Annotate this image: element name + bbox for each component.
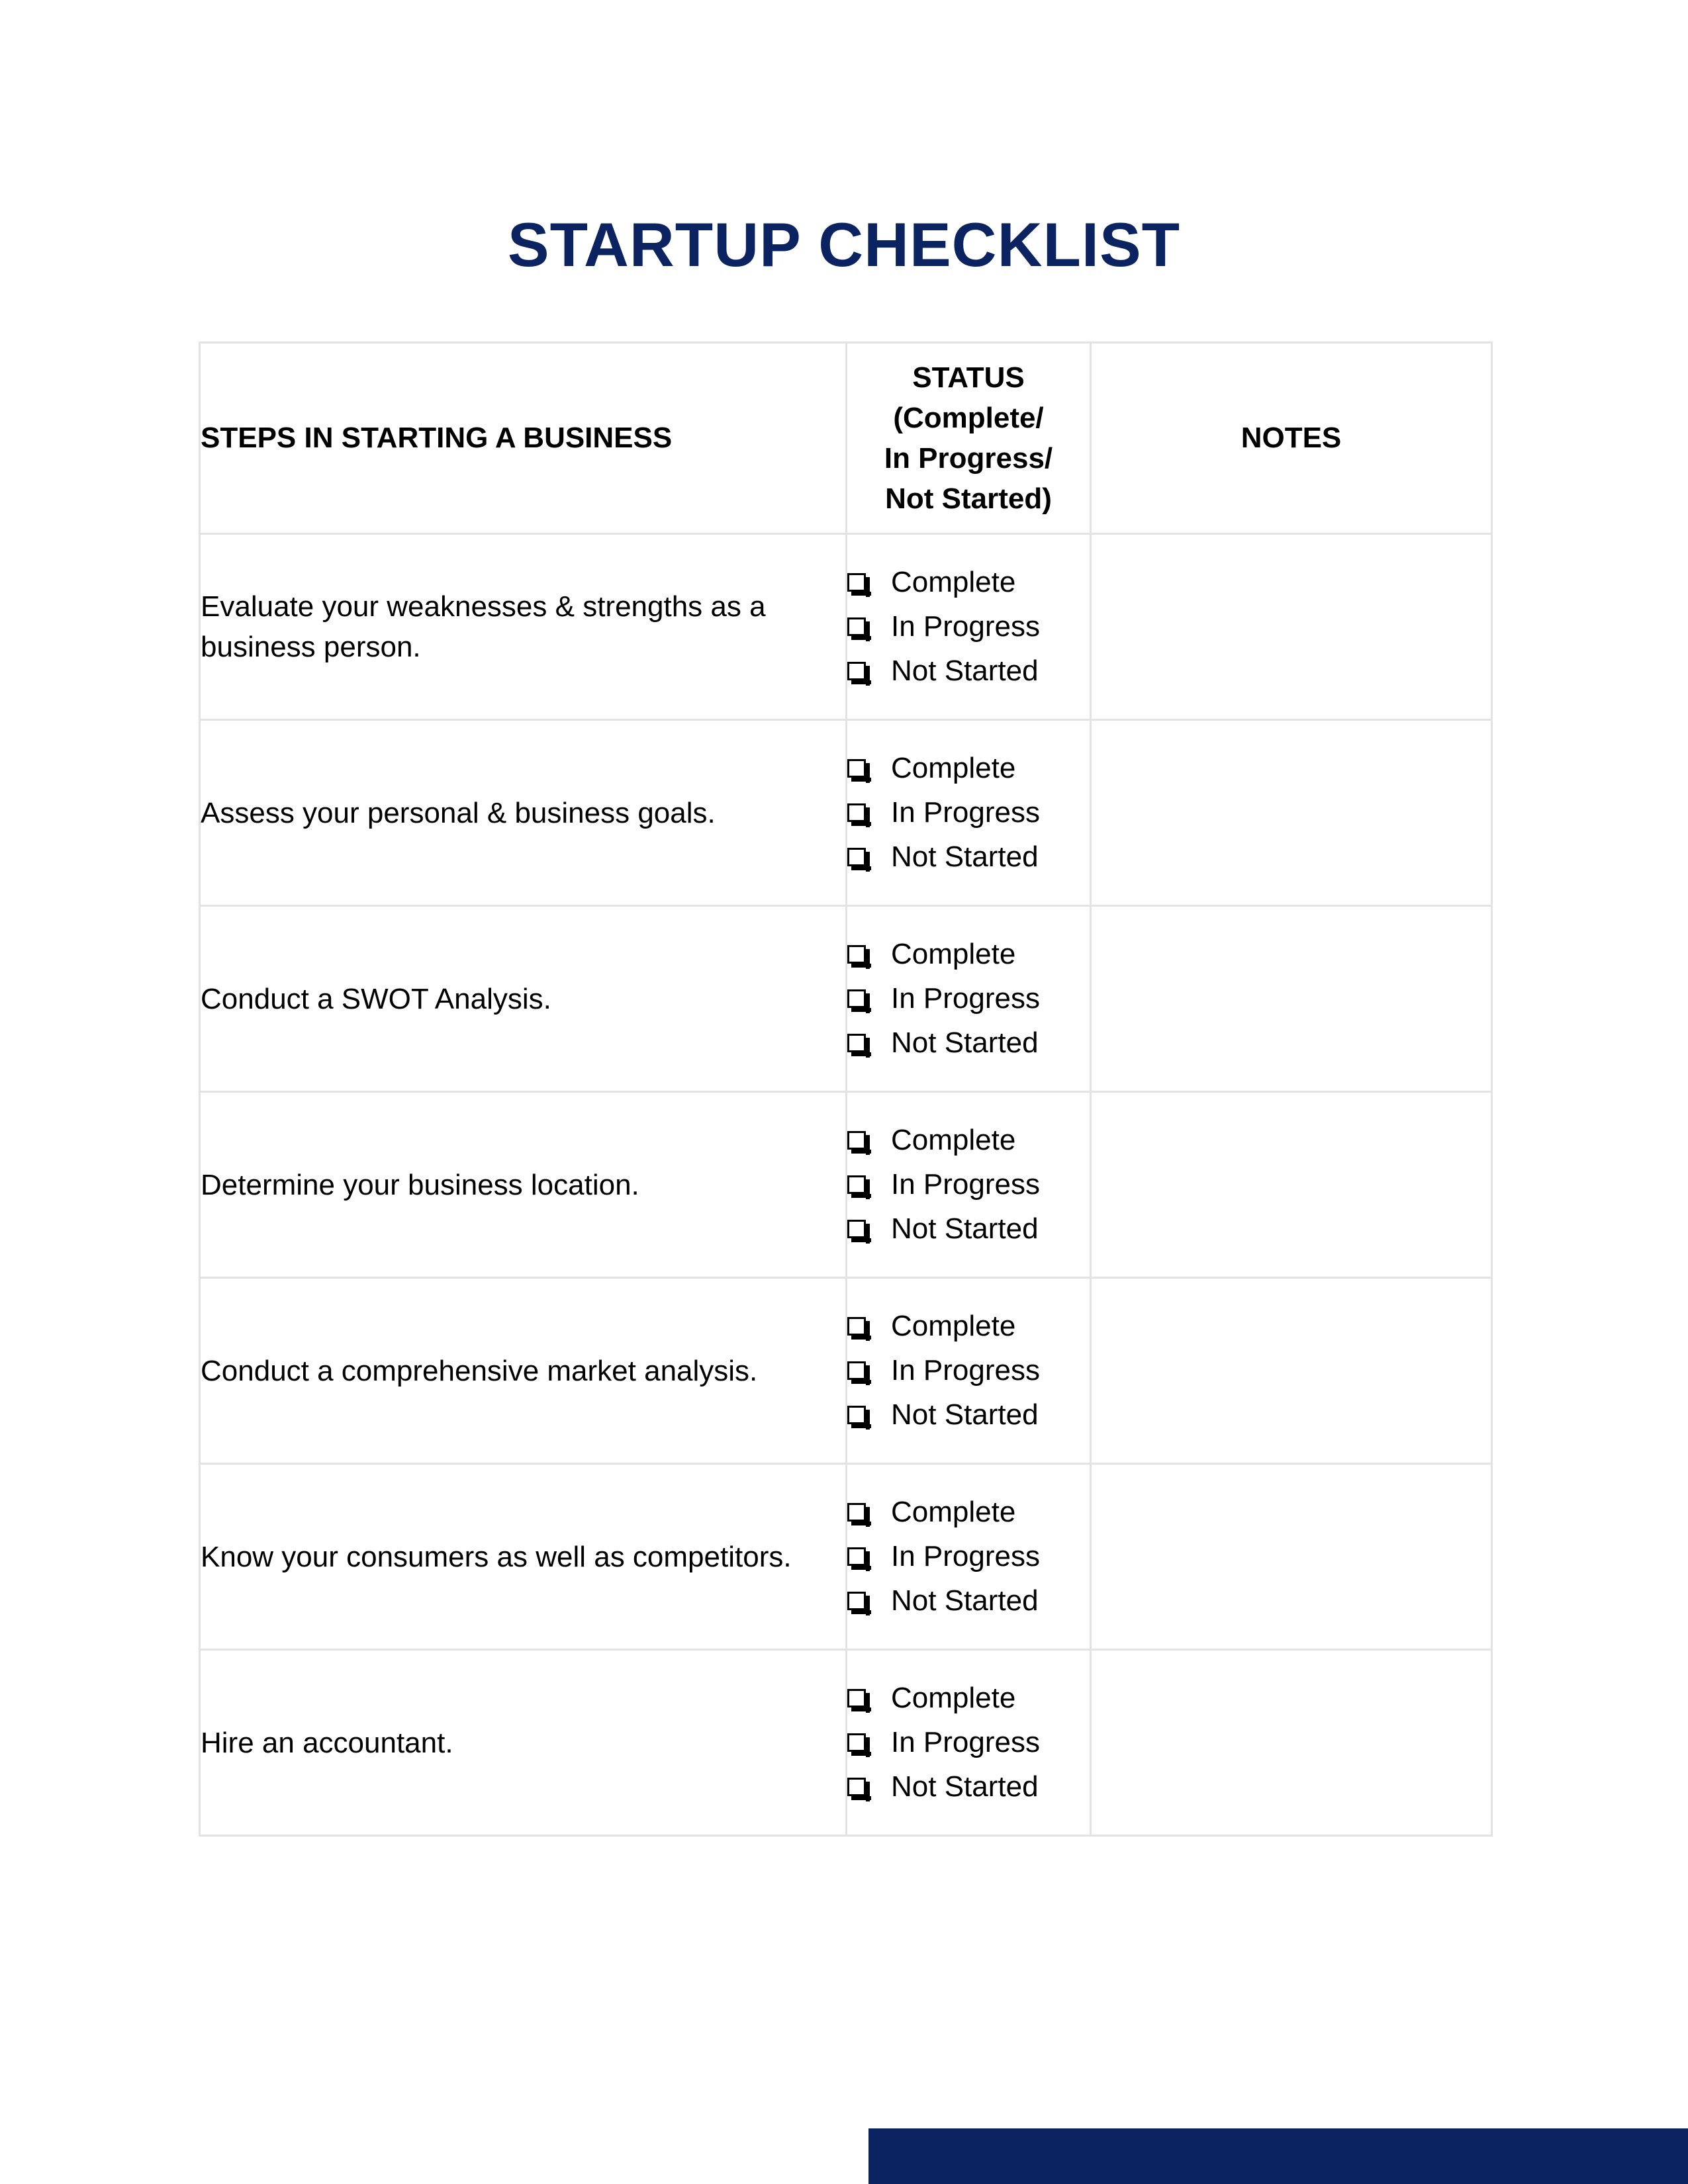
notes-cell[interactable] [1091, 534, 1492, 720]
status-option-label: In Progress [891, 1540, 1040, 1572]
checkbox-icon[interactable] [847, 1220, 866, 1238]
checkbox-icon[interactable] [847, 1317, 866, 1336]
status-option-in-progress[interactable] [847, 977, 1090, 1021]
status-option-label: Not Started [891, 841, 1039, 873]
status-option-not-started[interactable] [847, 1579, 1090, 1623]
table-row [200, 720, 1492, 906]
status-option-complete[interactable] [847, 1490, 1090, 1535]
checkbox-icon[interactable] [847, 1778, 866, 1796]
status-cell [847, 1650, 1091, 1836]
status-option-label: In Progress [891, 796, 1040, 829]
status-option-label: Complete [891, 1496, 1016, 1528]
status-header-line: (Complete/ [893, 402, 1044, 434]
checkbox-icon[interactable] [847, 989, 866, 1008]
status-cell [847, 720, 1091, 906]
status-option-not-started[interactable] [847, 1765, 1090, 1809]
step-cell: Know your consumers as well as competitors. [200, 1464, 847, 1650]
checkbox-icon[interactable] [847, 1592, 866, 1610]
page-title: STARTUP CHECKLIST [507, 210, 1181, 279]
status-header-line: In Progress/ [884, 442, 1053, 475]
status-cell [847, 906, 1091, 1092]
checkbox-icon[interactable] [847, 1175, 866, 1194]
status-cell [847, 534, 1091, 720]
checkbox-icon[interactable] [847, 945, 866, 964]
checkbox-icon[interactable] [847, 573, 866, 592]
status-option-not-started[interactable] [847, 1207, 1090, 1251]
checkbox-icon[interactable] [847, 848, 866, 866]
status-option-label: Complete [891, 1310, 1016, 1342]
checkbox-icon[interactable] [847, 1547, 866, 1566]
status-option-label: In Progress [891, 982, 1040, 1015]
status-option-complete[interactable] [847, 1118, 1090, 1163]
status-option-in-progress[interactable] [847, 605, 1090, 649]
status-option-in-progress[interactable] [847, 1721, 1090, 1765]
checkbox-icon[interactable] [847, 759, 866, 778]
step-cell: Hire an accountant. [200, 1650, 847, 1836]
status-option-label: Not Started [891, 1398, 1039, 1431]
status-option-label: In Progress [891, 610, 1040, 643]
status-option-label: In Progress [891, 1354, 1040, 1387]
status-option-complete[interactable] [847, 1304, 1090, 1349]
checkbox-icon[interactable] [847, 662, 866, 680]
notes-cell[interactable] [1091, 720, 1492, 906]
status-option-label: Complete [891, 1682, 1016, 1714]
status-option-label: Complete [891, 752, 1016, 784]
table-row [200, 534, 1492, 720]
status-option-complete[interactable] [847, 1676, 1090, 1721]
checkbox-icon[interactable] [847, 803, 866, 822]
notes-column-header: NOTES [1091, 343, 1492, 534]
table-row [200, 1464, 1492, 1650]
status-option-label: Complete [891, 938, 1016, 970]
status-option-in-progress[interactable] [847, 1535, 1090, 1579]
status-header-line: STATUS [912, 361, 1025, 394]
status-option-label: Not Started [891, 1770, 1039, 1803]
notes-cell[interactable] [1091, 1650, 1492, 1836]
status-option-label: Not Started [891, 1584, 1039, 1617]
notes-cell[interactable] [1091, 906, 1492, 1092]
table-row [200, 1278, 1492, 1464]
table-row [200, 1092, 1492, 1278]
status-option-complete[interactable] [847, 561, 1090, 605]
step-cell: Conduct a SWOT Analysis. [200, 906, 847, 1092]
status-option-complete[interactable] [847, 933, 1090, 977]
steps-column-header: STEPS IN STARTING A BUSINESS [200, 343, 847, 534]
status-option-label: Complete [891, 566, 1016, 598]
checkbox-icon[interactable] [847, 1131, 866, 1150]
status-column-header [847, 343, 1091, 534]
status-option-not-started[interactable] [847, 835, 1090, 880]
footer-accent-bar [868, 2128, 1688, 2184]
status-option-label: Not Started [891, 1026, 1039, 1059]
status-option-not-started[interactable] [847, 1393, 1090, 1437]
checkbox-icon[interactable] [847, 617, 866, 636]
notes-cell[interactable] [1091, 1278, 1492, 1464]
step-cell: Determine your business location. [200, 1092, 847, 1278]
status-header-line: Not Started) [885, 482, 1052, 515]
status-option-complete[interactable] [847, 747, 1090, 791]
step-cell: Conduct a comprehensive market analysis. [200, 1278, 847, 1464]
notes-cell[interactable] [1091, 1464, 1492, 1650]
table-header-row [200, 343, 1492, 534]
status-option-label: Not Started [891, 655, 1039, 687]
status-option-label: In Progress [891, 1168, 1040, 1201]
table-row [200, 1650, 1492, 1836]
step-cell: Evaluate your weaknesses & strengths as a business person. [200, 534, 847, 720]
status-cell [847, 1092, 1091, 1278]
checkbox-icon[interactable] [847, 1733, 866, 1752]
status-option-in-progress[interactable] [847, 1349, 1090, 1393]
status-cell [847, 1278, 1091, 1464]
checkbox-icon[interactable] [847, 1034, 866, 1052]
checkbox-icon[interactable] [847, 1689, 866, 1707]
step-cell: Assess your personal & business goals. [200, 720, 847, 906]
notes-cell[interactable] [1091, 1092, 1492, 1278]
status-option-in-progress[interactable] [847, 791, 1090, 835]
checkbox-icon[interactable] [847, 1406, 866, 1424]
status-option-label: Not Started [891, 1212, 1039, 1245]
table-row [200, 906, 1492, 1092]
checklist-table [199, 341, 1493, 1837]
status-option-label: Complete [891, 1124, 1016, 1156]
status-option-not-started[interactable] [847, 1021, 1090, 1066]
checklist-rows [200, 534, 1492, 1836]
checkbox-icon[interactable] [847, 1503, 866, 1522]
checkbox-icon[interactable] [847, 1361, 866, 1380]
status-option-label: In Progress [891, 1726, 1040, 1758]
status-option-in-progress[interactable] [847, 1163, 1090, 1207]
status-cell [847, 1464, 1091, 1650]
status-option-not-started[interactable] [847, 649, 1090, 694]
